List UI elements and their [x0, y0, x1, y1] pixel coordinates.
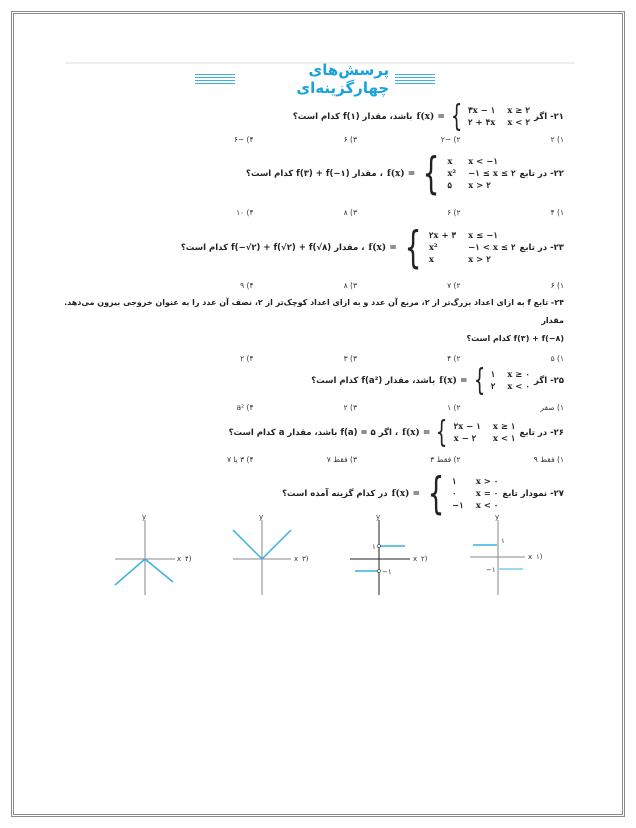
option[interactable]: ۱) صفر — [540, 403, 564, 412]
piecewise-function — [368, 222, 516, 273]
case-expr: x² — [447, 169, 457, 179]
case-cond: x = ۰ — [475, 489, 499, 499]
option[interactable]: ۲) −۲ — [440, 135, 461, 144]
answer-graphs — [95, 512, 555, 597]
option[interactable]: ۴) ۹ — [240, 281, 254, 290]
case-expr: ۲x − ۱ — [453, 422, 481, 432]
question-number: ۲۶- در تابع — [519, 428, 564, 438]
option[interactable]: ۴) −۶ — [233, 135, 254, 144]
option[interactable]: ۳) ۲ — [343, 403, 357, 412]
option[interactable]: ۳) فقط ۷ — [326, 455, 357, 464]
option-label: ۲) — [421, 555, 428, 563]
option[interactable]: ۱) ۵ — [550, 354, 564, 363]
question-text: باشد، مقدار f(a²) کدام است؟ — [311, 376, 436, 386]
fx: f(x) = — [439, 376, 468, 386]
question-26 — [228, 415, 564, 450]
options-23 — [150, 281, 564, 290]
piecewise-function — [386, 148, 516, 199]
option[interactable]: ۳) ۶ — [343, 135, 357, 144]
case-cond: x < ۰ — [507, 382, 530, 392]
option[interactable]: ۴) ۱۰ — [236, 208, 254, 217]
question-text: باشد، مقدار f(۱) کدام است؟ — [292, 112, 413, 122]
tick-label: −۱ — [486, 566, 496, 574]
brace: { — [436, 415, 448, 450]
case-expr: −۱ — [452, 501, 464, 511]
axis-label-x: x — [413, 555, 418, 563]
option-label: ۱) — [536, 553, 543, 561]
option[interactable]: ۴) ۳ یا ۷ — [226, 455, 254, 464]
tick-label: −۱ — [382, 568, 392, 576]
question-number: ۲۵- اگر — [533, 376, 564, 386]
question-22 — [246, 148, 564, 199]
axis-label-x: x — [528, 553, 533, 561]
option[interactable]: ۳) ۳ — [343, 354, 357, 363]
section-banner — [195, 61, 435, 97]
banner-stripes — [195, 74, 235, 84]
axis-label-y: y — [259, 513, 264, 521]
fx: f(x) = — [386, 169, 416, 179]
question-24 — [50, 294, 564, 348]
option[interactable]: ۲) ۷ — [447, 281, 461, 290]
options-26 — [150, 455, 564, 464]
case-expr: ۳x − ۱ — [468, 106, 496, 116]
tick-label: ۱ — [372, 543, 376, 551]
question-text: ، مقدار f(۳) + f(−۱) کدام است؟ — [246, 169, 383, 179]
option[interactable]: ۱) ۲ — [550, 135, 564, 144]
option[interactable]: ۴) a² — [236, 403, 254, 412]
tick-label: ۱ — [501, 537, 505, 545]
case-cond: x < ۱ — [492, 434, 516, 444]
case-cond: −۱ < x ≤ ۲ — [468, 243, 516, 253]
option[interactable]: ۲) ۴ — [447, 354, 461, 363]
banner-stripes — [395, 74, 435, 84]
question-number: ۲۳- در تابع — [519, 243, 564, 253]
graph-option-4[interactable] — [115, 513, 192, 595]
piecewise-function — [402, 415, 516, 450]
case-expr: x² — [428, 243, 438, 253]
brace: { — [450, 99, 463, 134]
option-label: ۴) — [185, 555, 192, 563]
option[interactable]: ۱) ۶ — [550, 281, 564, 290]
piecewise-function — [439, 363, 530, 398]
option[interactable]: ۱) ۴ — [550, 208, 564, 217]
fx: f(x) = — [391, 489, 421, 499]
question-text: f(۳) + f(−۸) کدام است؟ — [466, 334, 564, 343]
case-cond: x ≥ ۰ — [507, 370, 530, 380]
case-expr: ۱ — [490, 370, 496, 380]
question-text: در کدام گزینه آمده است؟ — [282, 489, 388, 499]
option[interactable]: ۳) ۸ — [343, 281, 357, 290]
question-text: ۲۴- تابع f به ازای اعداد بزرگ‌تر از ۲، مربع آن عدد و به ازای اعداد کوچک‌تر از ۲، نصف آن عدد را به عنوان خروجی بیرون می‌دهد. مقدار — [64, 298, 564, 325]
axis-label-x: x — [294, 555, 299, 563]
option[interactable]: ۲) فقط ۳ — [430, 455, 461, 464]
question-text: ، اگر f(a) = ۵ باشد، مقدار a کدام است؟ — [228, 428, 399, 438]
section-title: پرسش‌های چهارگزینه‌ای — [296, 61, 390, 97]
question-23 — [180, 222, 564, 273]
option[interactable]: ۱) فقط ۹ — [533, 455, 564, 464]
question-21 — [292, 99, 564, 134]
options-21 — [150, 135, 564, 144]
case-cond: x > ۲ — [468, 255, 491, 265]
fx: f(x) = — [368, 243, 397, 253]
case-cond: x < −۱ — [468, 157, 498, 167]
piecewise-function — [391, 468, 499, 519]
option[interactable]: ۳) ۸ — [343, 208, 357, 217]
graph-option-3[interactable] — [233, 513, 309, 595]
question-number: ۲۷- نمودار تابع — [502, 489, 564, 499]
case-cond: x < ۰ — [475, 501, 499, 511]
question-27 — [282, 468, 564, 519]
option[interactable]: ۲) ۶ — [447, 208, 461, 217]
fx: f(x) = — [416, 112, 445, 122]
case-expr: ۰ — [452, 489, 457, 499]
case-cond: x > ۲ — [468, 181, 491, 191]
option[interactable]: ۲) ۱ — [447, 403, 461, 412]
case-expr: ۵ — [447, 181, 452, 191]
option[interactable]: ۴) ۲ — [240, 354, 254, 363]
case-expr: x — [447, 157, 453, 167]
options-25 — [150, 403, 564, 412]
piecewise-function — [416, 99, 530, 134]
brace: { — [427, 468, 445, 519]
graph-option-2[interactable] — [350, 513, 428, 595]
case-cond: x ≥ ۱ — [492, 422, 516, 432]
case-cond: x ≥ ۲ — [507, 106, 530, 116]
axis-label-x: x — [177, 555, 182, 563]
fx: f(x) = — [402, 428, 431, 438]
case-cond: x ≤ −۱ — [468, 231, 498, 241]
case-expr: x − ۲ — [453, 434, 477, 444]
question-number: ۲۱- اگر — [533, 112, 564, 122]
option-label: ۳) — [302, 555, 309, 563]
question-text: ، مقدار f(−√۲) + f(√۲) + f(√۸) کدام است؟ — [180, 243, 365, 253]
brace: { — [404, 222, 422, 273]
graph-option-1[interactable] — [470, 513, 543, 595]
question-25 — [311, 363, 564, 398]
case-expr: ۲x + ۳ — [428, 231, 457, 241]
case-cond: x > ۰ — [475, 477, 499, 487]
case-expr: ۲ — [490, 382, 496, 392]
brace: { — [473, 363, 485, 398]
brace: { — [422, 148, 440, 199]
options-22 — [150, 208, 564, 217]
question-number: ۲۲- در تابع — [519, 169, 564, 179]
axis-label-y: y — [495, 513, 500, 521]
case-cond: x < ۲ — [507, 118, 530, 128]
axis-label-y: y — [376, 513, 381, 521]
axis-label-y: y — [142, 513, 147, 521]
case-expr: ۱ — [452, 477, 457, 487]
case-cond: −۱ ≤ x ≤ ۲ — [468, 169, 516, 179]
case-expr: x — [428, 255, 434, 265]
options-24 — [150, 354, 564, 363]
case-expr: ۲ + ۴x — [468, 118, 496, 128]
